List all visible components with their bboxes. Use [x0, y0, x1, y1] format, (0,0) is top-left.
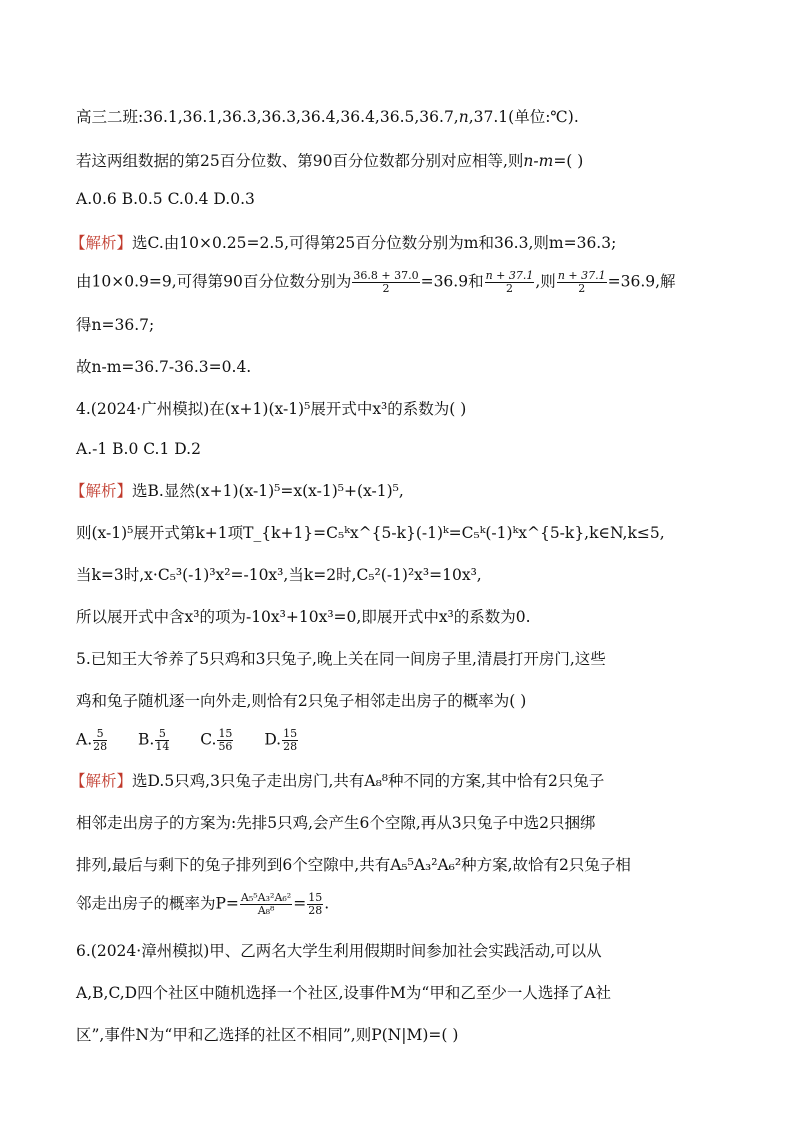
q3-fraction-3: [557, 270, 607, 295]
q3-question: [76, 150, 754, 172]
q5-opt-a-frac: [93, 728, 107, 753]
q5-stem-line-1: 5.已知王大爷养了5只鸡和3只兔子,晚上关在同一间房子里,清晨打开房门,这些: [76, 650, 606, 668]
q5-solution-line-1: [70, 770, 754, 792]
q3-sol2c: ,则: [535, 272, 556, 291]
q5-opt-c-den: 56: [218, 740, 233, 753]
q5-opt-c-frac: [217, 728, 233, 753]
q3-question-end: =( ): [553, 152, 584, 170]
q5-solution-line-3: 排列,最后与剩下的兔子排列到6个空隙中,共有A₅⁵A₃²A₆²种方案,故恰有2只兔子相: [76, 856, 631, 874]
q5-stem-line-2: 鸡和兔子随机逐一向外走,则恰有2只兔子相邻走出房子的概率为( ): [76, 692, 527, 710]
q5-sol1-text: 选D.5只鸡,3只兔子走出房门,共有A₈⁸种不同的方案,其中恰有2只兔子: [132, 772, 605, 790]
q3-data-line: [76, 106, 754, 128]
q5-sol4a: 邻走出房子的概率为P=: [76, 894, 239, 913]
q3-question-text: 若这两组数据的第25百分位数、第90百分位数都分别对应相等,则: [76, 152, 524, 170]
q5-result-fraction: [307, 892, 323, 917]
q4-solution-line-4: 所以展开式中含x³的项为-10x³+10x³=0,即展开式中x³的系数为0.: [76, 608, 531, 626]
q3-data-suffix: ,37.1(单位:℃).: [468, 108, 579, 126]
q5-solution-line-2: 相邻走出房子的方案为:先排5只鸡,会产生6个空隙,再从3只兔子中选2只捆绑: [76, 814, 596, 832]
q5-opt-b-num: 5: [155, 728, 169, 741]
q3-solution-line-2: [76, 270, 754, 295]
q5-opt-b-frac: [155, 728, 169, 753]
q4-options: A.-1 B.0 C.1 D.2: [76, 440, 201, 458]
q6-stem-line-1: 6.(2024·漳州模拟)甲、乙两名大学生利用假期时间参加社会实践活动,可以从: [76, 942, 602, 960]
q3-data-prefix: 高三二班:36.1,36.1,36.3,36.3,36.4,36.4,36.5,36.7,: [76, 108, 459, 126]
q5-opt-c-label: C.: [200, 730, 217, 749]
q5-res-num: 15: [308, 891, 323, 904]
q5-sol4c: .: [324, 894, 330, 913]
q5-opt-c-num: 15: [218, 727, 233, 740]
q3-fraction-2: [485, 270, 535, 295]
q3-sol1-text: 选C.由10×0.25=2.5,可得第25百分位数分别为m和36.3,则m=36.3;: [132, 234, 617, 252]
q4-sol1-text: 选B.显然(x+1)(x-1)⁵=x(x-1)⁵+(x-1)⁵,: [132, 482, 404, 500]
q5-opt-d-label: D.: [264, 730, 282, 749]
frac1-num: 36.8 + 37.0: [353, 269, 419, 282]
q3-sol2d: =36.9,解: [607, 272, 676, 291]
q4-stem: 4.(2024·广州模拟)在(x+1)(x-1)⁵展开式中x³的系数为( ): [76, 400, 467, 418]
q5-res-den: 28: [308, 904, 323, 917]
q3-solution-line-1: [70, 232, 754, 254]
frac3-num: n + 37.1: [557, 269, 606, 282]
q4-solution-line-2: 则(x-1)⁵展开式第k+1项T_{k+1}=C₅ᵏx^{5-k}(-1)ᵏ=C₅ᵏ(-1)ᵏx^{5-k},k∈N,k≤5,: [76, 524, 665, 542]
q5-prob-num: A₅⁵A₃²A₆²: [240, 891, 292, 904]
frac1-den: 2: [382, 282, 390, 295]
q5-opt-a-label: A.: [76, 730, 93, 749]
q5-solution-line-4: [76, 892, 754, 917]
q5-opt-b-den: 14: [155, 740, 170, 753]
q6-stem-line-3: 区”,事件N为“甲和乙选择的社区不相同”,则P(N|M)=( ): [76, 1026, 459, 1044]
q5-opt-d-num: 15: [283, 727, 298, 740]
q3-fraction-1: [352, 270, 419, 295]
q5-opt-a-den: 28: [93, 740, 108, 753]
q3-sol2b: =36.9和: [420, 272, 484, 291]
solution-tag: 【解析】: [70, 234, 133, 252]
solution-tag: 【解析】: [70, 772, 133, 790]
q5-probability-fraction: [240, 892, 292, 917]
q3-options: A.0.6 B.0.5 C.0.4 D.0.3: [76, 190, 255, 208]
frac2-den: 2: [505, 282, 513, 295]
solution-tag: 【解析】: [70, 482, 133, 500]
q5-opt-d-den: 28: [283, 740, 298, 753]
q3-sol2a: 由10×0.9=9,可得第90百分位数分别为: [76, 272, 352, 291]
q3-data-n: n: [458, 108, 469, 126]
q6-stem-line-2: A,B,C,D四个社区中随机选择一个社区,设事件M为“甲和乙至少一人选择了A社: [76, 984, 612, 1002]
q4-solution-line-3: 当k=3时,x·C₅³(-1)³x²=-10x³,当k=2时,C₅²(-1)²x³=10x³,: [76, 566, 482, 584]
q5-opt-d-frac: [282, 728, 298, 753]
q4-solution-line-1: [70, 480, 754, 502]
q5-opt-a-num: 5: [93, 728, 107, 741]
q3-solution-line-3: 得n=36.7;: [76, 316, 155, 334]
q5-options: [76, 728, 754, 753]
q3-solution-line-4: 故n-m=36.7-36.3=0.4.: [76, 358, 252, 376]
frac3-den: 2: [578, 282, 586, 295]
q5-sol4b: =: [293, 894, 307, 913]
q5-opt-b-label: B.: [138, 730, 155, 749]
frac2-num: n + 37.1: [485, 269, 534, 282]
q5-prob-den: A₈⁸: [257, 904, 275, 917]
q3-question-var: n-m: [523, 152, 554, 170]
